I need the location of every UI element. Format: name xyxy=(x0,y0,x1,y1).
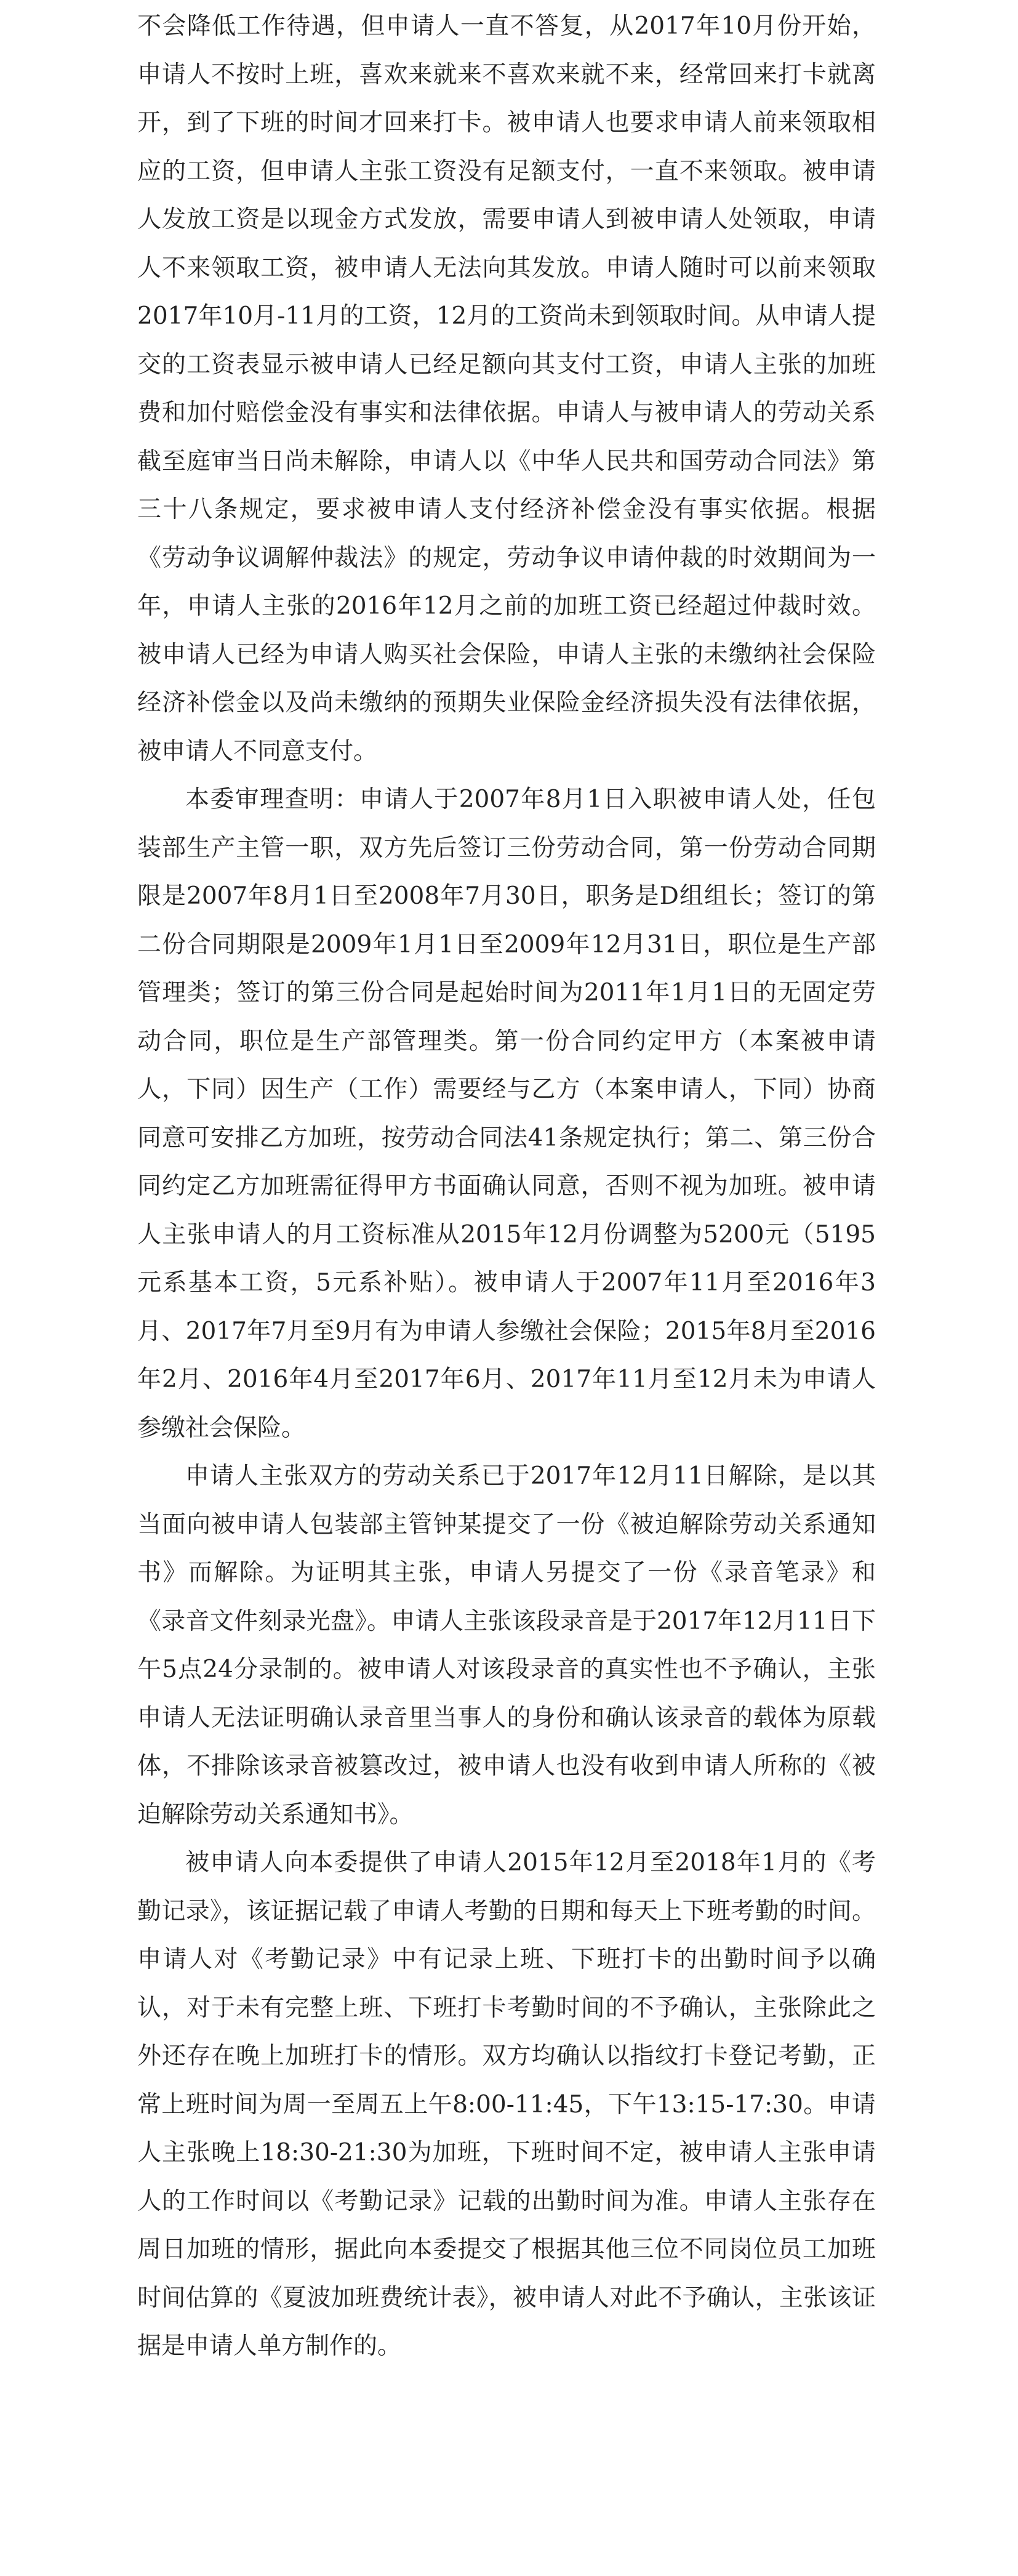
paragraph-attendance-records: 被申请人向本委提供了申请人2015年12月至2018年1月的《考勤记录》，该证据记载了申请人考勤的日期和每天上下班考勤的时间。申请人对《考勤记录》中有记录上班、下班打卡的出勤时间予以确认，对于未有完整上班、下班打卡考勤时间的不予确认，主张除此之外还存在晚上加班打卡的情形。双方均确认以指纹打卡登记考勤，正常上班时间为周一至周五上午8:00-11:45，下午13:15-17:30。申请人主张晚上18:30-21:30为加班，下班时间不定，被申请人主张申请人的工作时间以《考勤记录》记载的出勤时间为准。申请人主张存在周日加班的情形，据此向本委提交了根据其他三位不同岗位员工加班时间估算的《夏波加班费统计表》，被申请人对此不予确认，主张该证据是申请人单方制作的。 xyxy=(137,1849,876,2360)
paragraph-findings: 本委审理查明：申请人于2007年8月1日入职被申请人处，任包装部生产主管一职，双方先后签订三份劳动合同，第一份劳动合同期限是2007年8月1日至2008年7月30日，职务是D组组长；签订的第二份合同期限是2009年1月1日至2009年12月31日，职位是生产部管理类；签订的第三份合同是起始时间为2011年1月1日的无固定劳动合同，职位是生产部管理类。第一份合同约定甲方（本案被申请人，下同）因生产（工作）需要经与乙方（本案申请人，下同）协商同意可安排乙方加班，按劳动合同法41条规定执行；第二、第三份合同约定乙方加班需征得甲方书面确认同意，否则不视为加班。被申请人主张申请人的月工资标准从2015年12月份调整为5200元（5195元系基本工资，5元系补贴）。被申请人于2007年11月至2016年3月、2017年7月至9月有为申请人参缴社会保险；2015年8月至2016年2月、2016年4月至2017年6月、2017年11月至12月未为申请人参缴社会保险。 xyxy=(137,786,876,1442)
paragraph-termination-claim: 申请人主张双方的劳动关系已于2017年12月11日解除，是以其当面向被申请人包装部主管钟某提交了一份《被迫解除劳动关系通知书》而解除。为证明其主张，申请人另提交了一份《录音笔录》和《录音文件刻录光盘》。申请人主张该段录音是于2017年12月11日下午5点24分录制的。被申请人对该段录音的真实性也不予确认，主张申请人无法证明确认录音里当事人的身份和确认该录音的载体为原载体，不排除该录音被篡改过，被申请人也没有收到申请人所称的《被迫解除劳动关系通知书》。 xyxy=(137,1462,876,1829)
paragraph-respondent-defense: 不会降低工作待遇，但申请人一直不答复，从2017年10月份开始，申请人不按时上班，喜欢来就来不喜欢来就不来，经常回来打卡就离开，到了下班的时间才回来打卡。被申请人也要求申请人前来领取相应的工资，但申请人主张工资没有足额支付，一直不来领取。被申请人发放工资是以现金方式发放，需要申请人到被申请人处领取，申请人不来领取工资，被申请人无法向其发放。申请人随时可以前来领取2017年10月-11月的工资，12月的工资尚未到领取时间。从申请人提交的工资表显示被申请人已经足额向其支付工资，申请人主张的加班费和加付赔偿金没有事实和法律依据。申请人与被申请人的劳动关系截至庭审当日尚未解除，申请人以《中华人民共和国劳动合同法》第三十八条规定，要求被申请人支付经济补偿金没有事实依据。根据《劳动争议调解仲裁法》的规定，劳动争议申请仲裁的时效期间为一年，申请人主张的2016年12月之前的加班工资已经超过仲裁时效。被申请人已经为申请人购买社会保险，申请人主张的未缴纳社会保险经济补偿金以及尚未缴纳的预期失业保险金经济损失没有法律依据，被申请人不同意支付。 xyxy=(137,12,876,765)
document-body xyxy=(137,2,876,2371)
